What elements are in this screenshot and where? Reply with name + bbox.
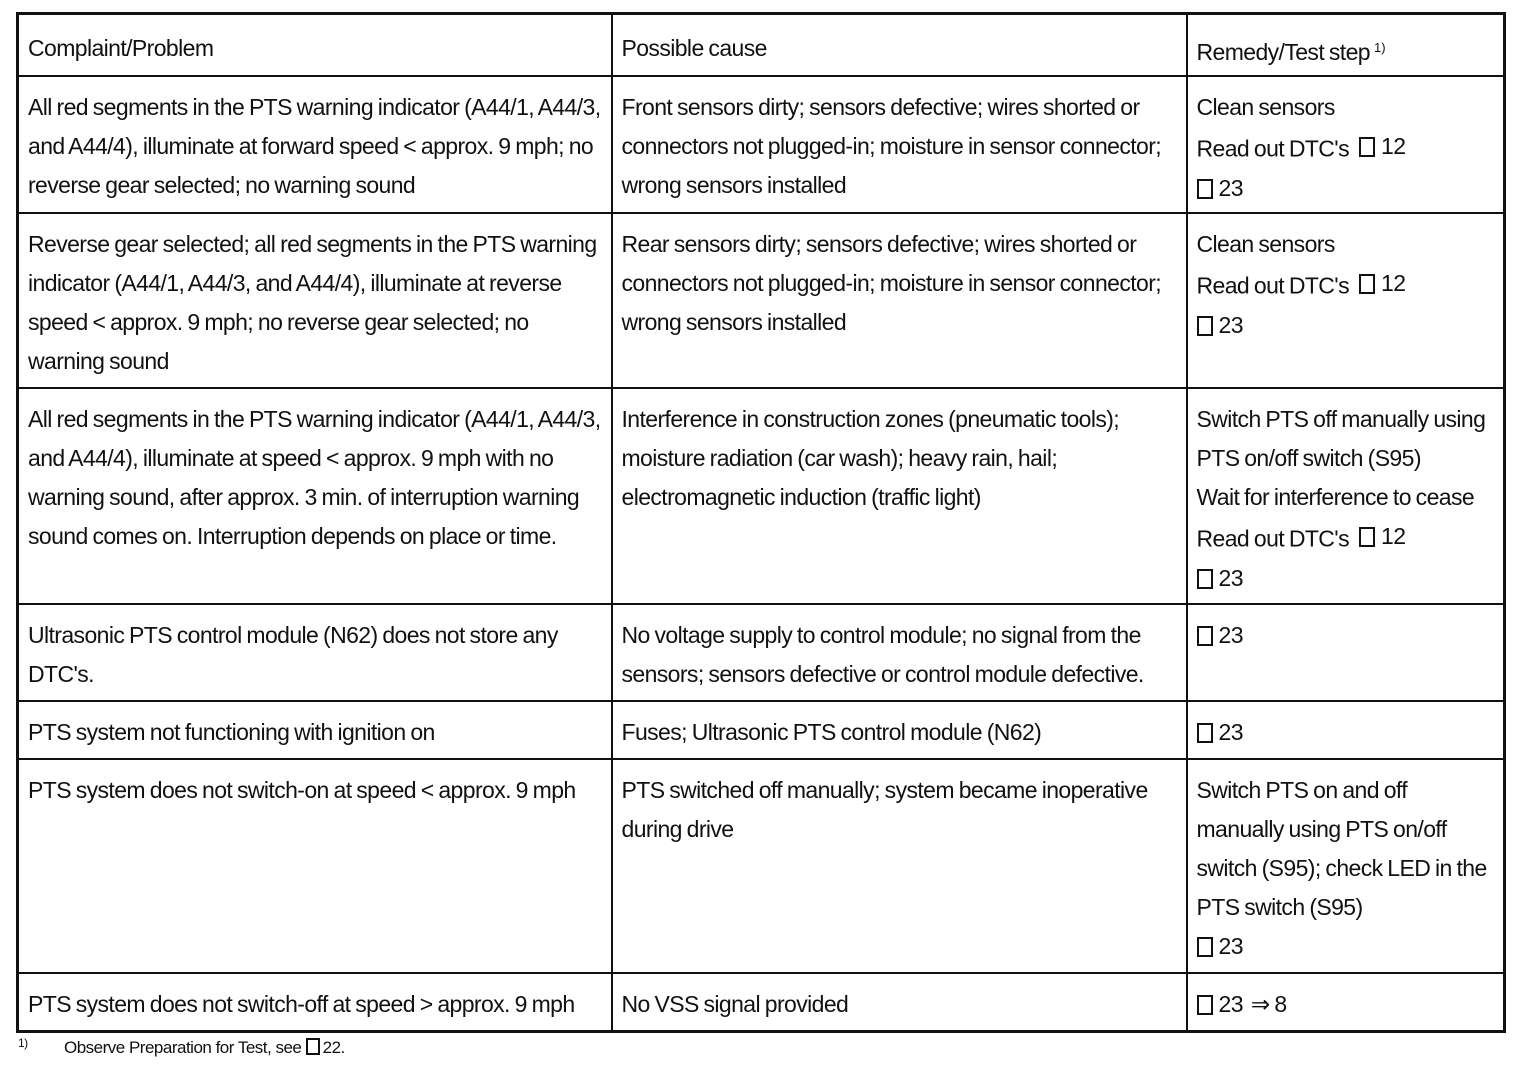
table-row <box>18 388 1505 604</box>
row-cause: No voltage supply to control module; no signal from the sensors; sensors defective or control module defective. <box>612 604 1187 701</box>
row-cause: PTS switched off manually; system became inoperative during drive <box>612 759 1187 973</box>
page-reference-box-icon <box>306 1038 320 1055</box>
footnote-text: Observe Preparation for Test, see <box>64 1038 302 1057</box>
row-cause: Fuses; Ultrasonic PTS control module (N62) <box>612 701 1187 759</box>
header-remedy <box>1187 14 1505 77</box>
row-remedy <box>1187 604 1505 701</box>
remedy-step: Switch PTS off manually using PTS on/off switch (S95) <box>1196 406 1486 471</box>
remedy-step: Read out DTC's 12 <box>1197 264 1496 306</box>
table-row <box>18 604 1505 701</box>
row-cause: No VSS signal provided <box>612 973 1187 1031</box>
page-reference: 23 ⇒ 8 <box>1197 985 1496 1024</box>
remedy-step: Wait for interference to cease <box>1196 484 1475 510</box>
page-reference-box-icon <box>1197 626 1213 646</box>
footnote-mark: 1) <box>18 1036 28 1050</box>
row-cause: Interference in construction zones (pneumatic tools); moisture radiation (car wash); heavy rain, hail; electromagnetic induction (traffic light) <box>612 388 1187 604</box>
page-reference: 12 <box>1359 517 1405 556</box>
footnote <box>18 1031 345 1060</box>
page-reference: 23 <box>1197 616 1496 655</box>
row-remedy <box>1187 973 1505 1031</box>
page-reference: 23 <box>1197 559 1496 598</box>
page-reference-box-icon <box>1197 995 1213 1015</box>
remedy-step: Clean sensors <box>1196 231 1335 257</box>
footnote-ref: 22. <box>322 1038 345 1057</box>
page-reference-box-icon <box>1197 316 1213 336</box>
page-reference-box-icon <box>1359 137 1375 157</box>
row-remedy <box>1187 759 1505 973</box>
row-complaint: Ultrasonic PTS control module (N62) does not store any DTC's. <box>18 604 612 701</box>
table-header-row <box>18 14 1505 77</box>
row-complaint: All red segments in the PTS warning indicator (A44/1, A44/3, and A44/4), illuminate at forward speed < approx. 9 mph; no reverse gear selected; no warning sound <box>18 76 612 213</box>
row-cause: Front sensors dirty; sensors defective; wires shorted or connectors not plugged-in; moisture in sensor connector; wrong sensors installed <box>612 76 1187 213</box>
row-remedy <box>1187 76 1505 213</box>
see-also-arrow: ⇒ 8 <box>1250 991 1287 1017</box>
row-complaint: PTS system does not switch-off at speed > approx. 9 mph <box>18 973 612 1031</box>
row-complaint: PTS system not functioning with ignition on <box>18 701 612 759</box>
header-complaint: Complaint/Problem <box>18 14 612 77</box>
page-reference: 23 <box>1197 713 1496 752</box>
row-complaint: PTS system does not switch-on at speed < approx. 9 mph <box>18 759 612 973</box>
page-reference-box-icon <box>1197 937 1213 957</box>
row-remedy <box>1187 388 1505 604</box>
table-row <box>18 759 1505 973</box>
remedy-step: Read out DTC's 12 <box>1197 517 1496 559</box>
page-reference: 23 <box>1197 306 1496 345</box>
table-row <box>18 76 1505 213</box>
row-remedy <box>1187 213 1505 388</box>
diagnosis-table-sheet <box>16 12 1503 1033</box>
page-reference: 12 <box>1359 264 1405 303</box>
page-reference-box-icon <box>1197 723 1213 743</box>
header-remedy-footnote-mark: 1) <box>1373 40 1386 55</box>
row-remedy <box>1187 701 1505 759</box>
table-row <box>18 213 1505 388</box>
page-reference: 23 <box>1197 927 1496 966</box>
page-reference-box-icon <box>1359 274 1375 294</box>
diagnosis-table <box>16 12 1506 1033</box>
page-reference: 23 <box>1197 169 1496 208</box>
header-cause: Possible cause <box>612 14 1187 77</box>
row-complaint: All red segments in the PTS warning indicator (A44/1, A44/3, and A44/4), illuminate at speed < approx. 9 mph with no warning sound, after approx. 3 min. of interruption warning sound comes on. Interruption depends on place or time. <box>18 388 612 604</box>
page-reference-box-icon <box>1197 569 1213 589</box>
remedy-step: Read out DTC's 12 <box>1197 127 1496 169</box>
table-row <box>18 701 1505 759</box>
row-cause: Rear sensors dirty; sensors defective; wires shorted or connectors not plugged-in; moisture in sensor connector; wrong sensors installed <box>612 213 1187 388</box>
page-reference-box-icon <box>1359 527 1375 547</box>
remedy-step: Switch PTS on and off manually using PTS on/off switch (S95); check LED in the PTS switch (S95) <box>1196 777 1487 920</box>
header-remedy-label: Remedy/Test step <box>1196 39 1370 65</box>
page-reference-box-icon <box>1197 179 1213 199</box>
row-complaint: Reverse gear selected; all red segments in the PTS warning indicator (A44/1, A44/3, and A44/4), illuminate at reverse speed < approx. 9 mph; no reverse gear selected; no warning sound <box>18 213 612 388</box>
table-row <box>18 973 1505 1031</box>
remedy-step: Clean sensors <box>1196 94 1335 120</box>
page-reference: 12 <box>1359 127 1405 166</box>
